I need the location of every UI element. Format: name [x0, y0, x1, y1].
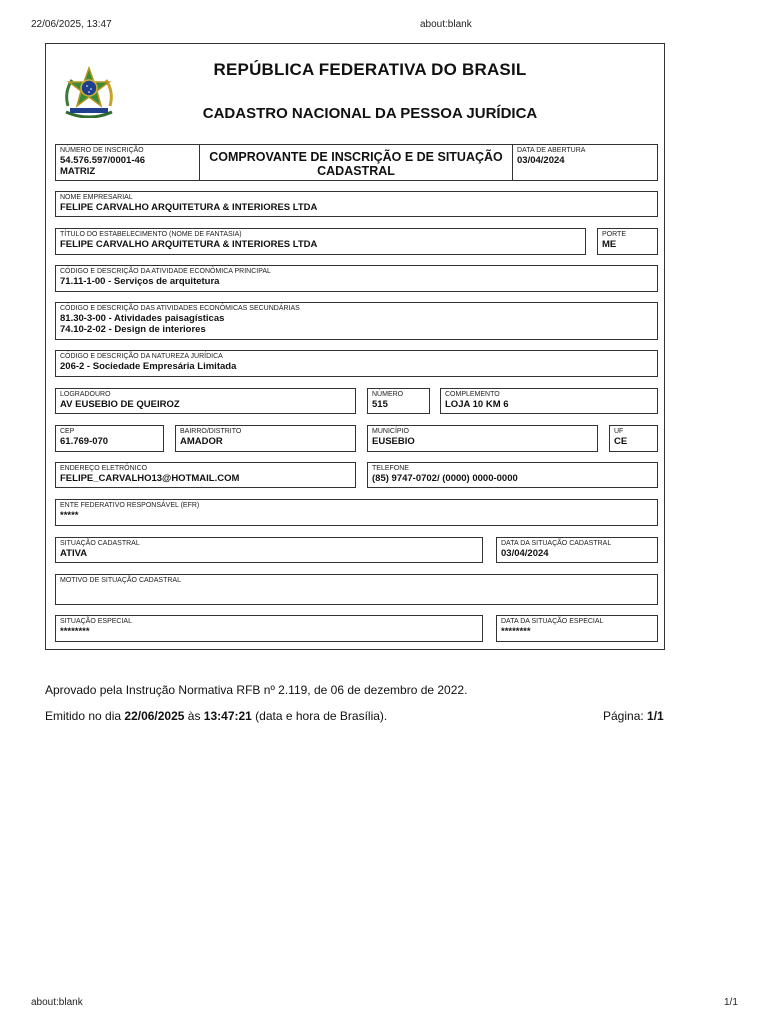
municipio-box	[367, 425, 598, 452]
abertura-box	[512, 144, 658, 181]
complemento-label: COMPLEMENTO	[445, 391, 500, 398]
natureza-juridica-value: 206-2 - Sociedade Empresária Limitada	[60, 361, 237, 372]
cep-value: 61.769-070	[60, 436, 109, 447]
print-datetime: 22/06/2025, 13:47	[31, 19, 112, 30]
natureza-juridica-box	[55, 350, 658, 377]
print-url: about:blank	[420, 19, 472, 30]
page-indicator-value: 1/1	[647, 709, 664, 723]
numero-value: 515	[372, 399, 388, 410]
emission-note	[45, 709, 387, 723]
inscricao-box	[55, 144, 200, 181]
abertura-value: 03/04/2024	[517, 155, 565, 166]
coat-of-arms-icon	[60, 66, 118, 118]
data-situacao-label: DATA DA SITUAÇÃO CADASTRAL	[501, 540, 612, 547]
efr-value: *****	[60, 510, 79, 521]
inscricao-tipo: MATRIZ	[60, 166, 96, 177]
data-situacao-especial-value: ********	[501, 626, 531, 637]
logradouro-label: LOGRADOURO	[60, 391, 111, 398]
print-footer-url: about:blank	[31, 997, 83, 1008]
comprovante-box	[199, 144, 513, 181]
fantasia-box	[55, 228, 586, 255]
uf-value: CE	[614, 436, 628, 447]
efr-box	[55, 499, 658, 526]
porte-box	[597, 228, 658, 255]
natureza-juridica-label: CÓDIGO E DESCRIÇÃO DA NATUREZA JURÍDICA	[60, 353, 223, 360]
situacao-label: SITUAÇÃO CADASTRAL	[60, 540, 140, 547]
emission-date: 22/06/2025	[124, 709, 185, 723]
situacao-especial-value: ********	[60, 626, 90, 637]
nome-empresarial-value: FELIPE CARVALHO ARQUITETURA & INTERIORES LTDA	[60, 202, 318, 213]
municipio-label: MUNICÍPIO	[372, 428, 409, 435]
abertura-label: DATA DE ABERTURA	[517, 147, 586, 154]
atividade-principal-label: CÓDIGO E DESCRIÇÃO DA ATIVIDADE ECONÔMICA PRINCIPAL	[60, 268, 271, 275]
atividades-secundarias-box	[55, 302, 658, 340]
atividade-principal-value: 71.11-1-00 - Serviços de arquitetura	[60, 276, 220, 287]
atividade-secundaria-item: 81.30-3-00 - Atividades paisagísticas	[60, 313, 225, 324]
data-situacao-especial-box	[496, 615, 658, 642]
page-subtitle: CADASTRO NACIONAL DA PESSOA JURÍDICA	[202, 105, 538, 122]
telefone-value: (85) 9747-0702/ (0000) 0000-0000	[372, 473, 518, 484]
fantasia-label: TÍTULO DO ESTABELECIMENTO (NOME DE FANTASIA)	[60, 231, 242, 238]
inscricao-value: 54.576.597/0001-46	[60, 155, 146, 166]
data-situacao-especial-label: DATA DA SITUAÇÃO ESPECIAL	[501, 618, 604, 625]
email-value: FELIPE_CARVALHO13@HOTMAIL.COM	[60, 473, 240, 484]
logradouro-box	[55, 388, 356, 414]
motivo-label: MOTIVO DE SITUAÇÃO CADASTRAL	[60, 577, 181, 584]
approval-note: Aprovado pela Instrução Normativa RFB nº 2.119, de 06 de dezembro de 2022.	[45, 683, 468, 697]
print-footer-page: 1/1	[724, 997, 738, 1008]
telefone-label: TELEFONE	[372, 465, 409, 472]
comprovante-title-line2: CADASTRAL	[317, 164, 395, 178]
motivo-box	[55, 574, 658, 605]
efr-label: ENTE FEDERATIVO RESPONSÁVEL (EFR)	[60, 502, 200, 509]
municipio-value: EUSEBIO	[372, 436, 415, 447]
bairro-box	[175, 425, 356, 452]
inscricao-label: NÚMERO DE INSCRIÇÃO	[60, 147, 144, 154]
complemento-box	[440, 388, 658, 414]
uf-label: UF	[614, 428, 624, 435]
page-indicator-label: Página:	[603, 709, 648, 723]
logradouro-value: AV EUSEBIO DE QUEIROZ	[60, 399, 180, 410]
porte-value: ME	[602, 239, 617, 250]
numero-label: NÚMERO	[372, 391, 404, 398]
email-label: ENDEREÇO ELETRÔNICO	[60, 465, 148, 472]
situacao-especial-label: SITUAÇÃO ESPECIAL	[60, 618, 132, 625]
atividade-principal-box	[55, 265, 658, 292]
comprovante-title-line1: COMPROVANTE DE INSCRIÇÃO E DE SITUAÇÃO	[209, 150, 503, 164]
uf-box	[609, 425, 658, 452]
telefone-box	[367, 462, 658, 488]
cep-box	[55, 425, 164, 452]
situacao-especial-box	[55, 615, 483, 642]
email-box	[55, 462, 356, 488]
bairro-value: AMADOR	[180, 436, 223, 447]
emission-mid: às	[184, 709, 204, 723]
page-indicator	[603, 709, 664, 723]
page-title: REPÚBLICA FEDERATIVA DO BRASIL	[213, 60, 527, 79]
emission-prefix: Emitido no dia	[45, 709, 125, 723]
cep-label: CEP	[60, 428, 75, 435]
data-situacao-value: 03/04/2024	[501, 548, 549, 559]
emission-time: 13:47:21	[203, 709, 252, 723]
nome-empresarial-box	[55, 191, 658, 217]
situacao-value: ATIVA	[60, 548, 88, 559]
atividades-secundarias-label: CÓDIGO E DESCRIÇÃO DAS ATIVIDADES ECONÔMICAS SECUNDÁRIAS	[60, 305, 300, 312]
situacao-box	[55, 537, 483, 563]
atividade-secundaria-item: 74.10-2-02 - Design de interiores	[60, 324, 206, 335]
numero-box	[367, 388, 430, 414]
fantasia-value: FELIPE CARVALHO ARQUITETURA & INTERIORES LTDA	[60, 239, 318, 250]
porte-label: PORTE	[602, 231, 626, 238]
nome-empresarial-label: NOME EMPRESARIAL	[60, 194, 133, 201]
data-situacao-box	[496, 537, 658, 563]
complemento-value: LOJA 10 KM 6	[445, 399, 509, 410]
emission-suffix: (data e hora de Brasília).	[251, 709, 388, 723]
bairro-label: BAIRRO/DISTRITO	[180, 428, 242, 435]
